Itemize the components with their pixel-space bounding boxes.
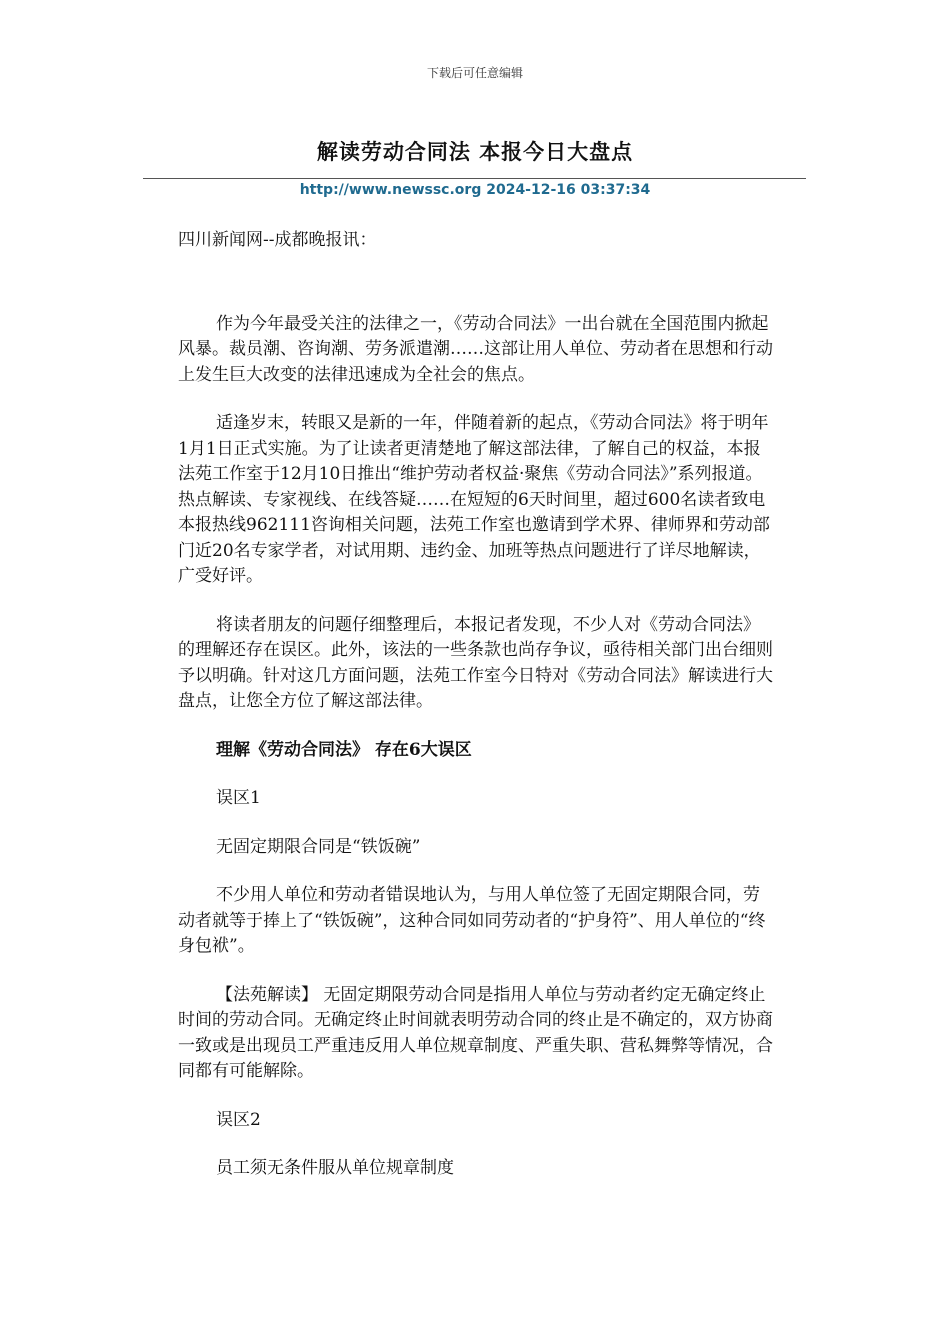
article-body bbox=[178, 228, 774, 1205]
myth-1-body: 不少用人单位和劳动者错误地认为，与用人单位签了无固定期限合同，劳动者就等于捧上了“铁饭碗”，这种合同如同劳动者的“护身符”、用人单位的“终身包袱”。 bbox=[178, 885, 766, 956]
myth-2-label: 误区2 bbox=[216, 1109, 261, 1130]
article-title: 解读劳动合同法 本报今日大盘点 bbox=[316, 139, 634, 164]
title-divider bbox=[143, 178, 806, 179]
myth-1-title: 无固定期限合同是“铁饭碗” bbox=[216, 836, 421, 857]
article-meta-url-date: http://www.newssc.org 2024-12-16 03:37:34 bbox=[299, 182, 651, 198]
paragraph-3: 将读者朋友的问题仔细整理后，本报记者发现，不少人对《劳动合同法》的理解还存在误区。此外，该法的一些条款也尚存争议，亟待相关部门出台细则予以明确。针对这几方面问题，法苑工作室今日特对《劳动合同法》解读进行大盘点，让您全方位了解这部法律。 bbox=[178, 614, 773, 711]
paragraph-2: 适逢岁末，转眼又是新的一年，伴随着新的起点，《劳动合同法》将于明年1月1日正式实施。为了让读者更清楚地了解这部法律，了解自己的权益，本报法苑工作室于12月10日推出“维护劳动者权益·聚焦《劳动合同法》”系列报道。热点解读、专家视线、在线答疑……在短短的6天时间里，超过600名读者致电本报热线962111咨询相关问题，法苑工作室也邀请到学术界、律师界和劳动部门近20名专家学者，对试用期、违约金、加班等热点问题进行了详尽地解读，广受好评。 bbox=[178, 413, 770, 586]
section-subheading: 理解《劳动合同法》 存在6大误区 bbox=[216, 739, 472, 760]
article-source: 四川新闻网--成都晚报讯： bbox=[178, 230, 377, 250]
paragraph-1: 作为今年最受关注的法律之一，《劳动合同法》一出台就在全国范围内掀起风暴。裁员潮、咨询潮、劳务派遣潮……这部让用人单位、劳动者在思想和行动上发生巨大改变的法律迅速成为全社会的焦点。 bbox=[178, 313, 773, 385]
page-header-note: 下载后可任意编辑 bbox=[426, 66, 523, 80]
myth-1-interpretation: 【法苑解读】 无固定期限劳动合同是指用人单位与劳动者约定无确定终止时间的劳动合同。无确定终止时间就表明劳动合同的终止是不确定的，双方协商一致或是出现员工严重违反用人单位规章制度、严重失职、营私舞弊等情况，合同都有可能解除。 bbox=[178, 984, 773, 1081]
myth-2-title: 员工须无条件服从单位规章制度 bbox=[216, 1158, 454, 1178]
myth-1-label: 误区1 bbox=[216, 788, 261, 808]
